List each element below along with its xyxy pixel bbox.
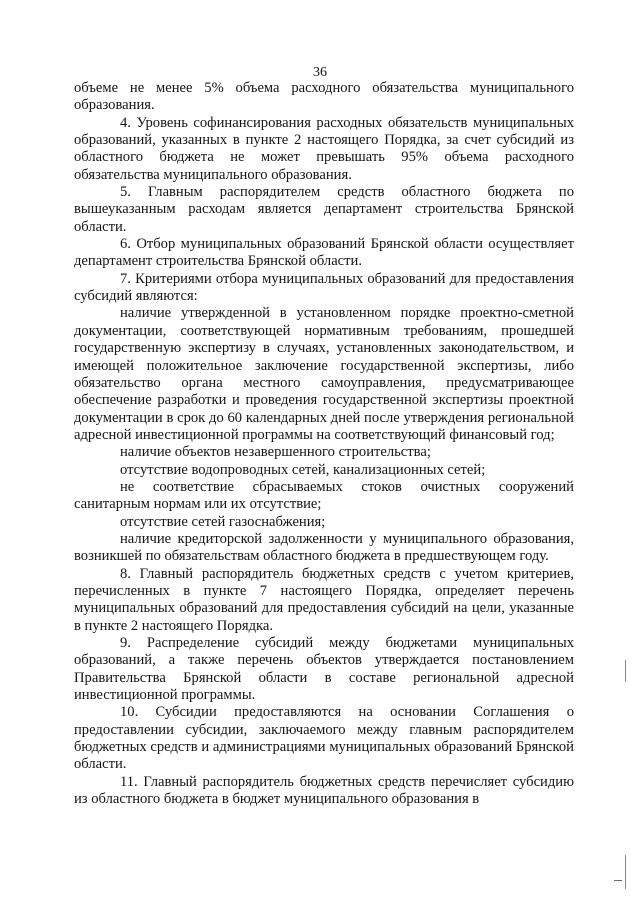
criterion-unfinished-construction: наличие объектов незавершенного строительства; xyxy=(120,444,431,461)
page-number: 36 xyxy=(313,65,327,80)
criterion-gas-networks: отсутствие сетей газоснабжения; xyxy=(120,513,326,530)
paragraph-item-10: 10. Субсидии предоставляются на основании Соглашения о предоставлении субсидии, заключаемого между главным распорядителем бюджетных средств и администрациями муниципальных образований Брянской области. xyxy=(74,704,574,773)
criterion-design-documentation: наличие утвержденной в установленном порядке проектно-сметной документации, соответствующей нормативным требованиям, прошедшей государственную экспертизу в случаях, установленных законодательством, и имеющей положительное заключение государственной экспертизы, либо обязательство органа местного самоуправления, предусматривающее обеспечение разработки и проведения государственной экспертизы проектной документации в срок до 60 календарных дней после утверждения региональной адресной инвестиционной программы на соответствующий финансовый год; xyxy=(74,305,574,443)
paragraph-item-7: 7. Критериями отбора муниципальных образований для предоставления субсидий являются: xyxy=(74,270,574,305)
scan-edge-mark xyxy=(625,660,626,682)
paragraph-item-8: 8. Главный распорядитель бюджетных средств с учетом критериев, перечисленных в пункте 7 настоящего Порядка, определяет перечень муниципальных образований для предоставления субсидий на цели, указанные в пункте 2 настоящего Порядка. xyxy=(74,565,574,634)
paragraph-item-9: 9. Распределение субсидий между бюджетами муниципальных образований, а также перечень объектов утверждается постановлением Правительства Брянской области в составе региональной адресной инвестиционной программы. xyxy=(74,635,574,704)
document-body xyxy=(74,80,574,808)
criterion-wastewater: не соответствие сбрасываемых стоков очистных сооружений санитарным нормам или их отсутствие; xyxy=(74,478,574,513)
paragraph-item-4: 4. Уровень софинансирования расходных обязательств муниципальных образований, указанных в пункте 2 настоящего Порядка, за счет субсидий из областного бюджета не может превышать 95% объема расходного обязательства муниципального образования. xyxy=(74,114,574,183)
paragraph-item-11: 11. Главный распорядитель бюджетных средств перечисляет субсидию из областного бюджета в бюджет муниципального образования в xyxy=(74,773,574,808)
criterion-accounts-payable: наличие кредиторской задолженности у муниципального образования, возникшей по обязательствам областного бюджета в предшествующем году. xyxy=(74,530,574,565)
scan-edge-mark xyxy=(625,855,626,889)
paragraph-item-5: 5. Главным распорядителем средств областного бюджета по вышеуказанным расходам является департамент строительства Брянской области. xyxy=(74,184,574,235)
paragraph-continuation: объеме не менее 5% объема расходного обязательства муниципального образования. xyxy=(74,80,574,114)
paragraph-item-6: 6. Отбор муниципальных образований Брянской области осуществляет департамент строительства Брянской области. xyxy=(74,236,574,270)
criterion-water-networks: отсутствие водопроводных сетей, канализационных сетей; xyxy=(120,461,486,478)
scan-edge-tick xyxy=(614,880,622,881)
